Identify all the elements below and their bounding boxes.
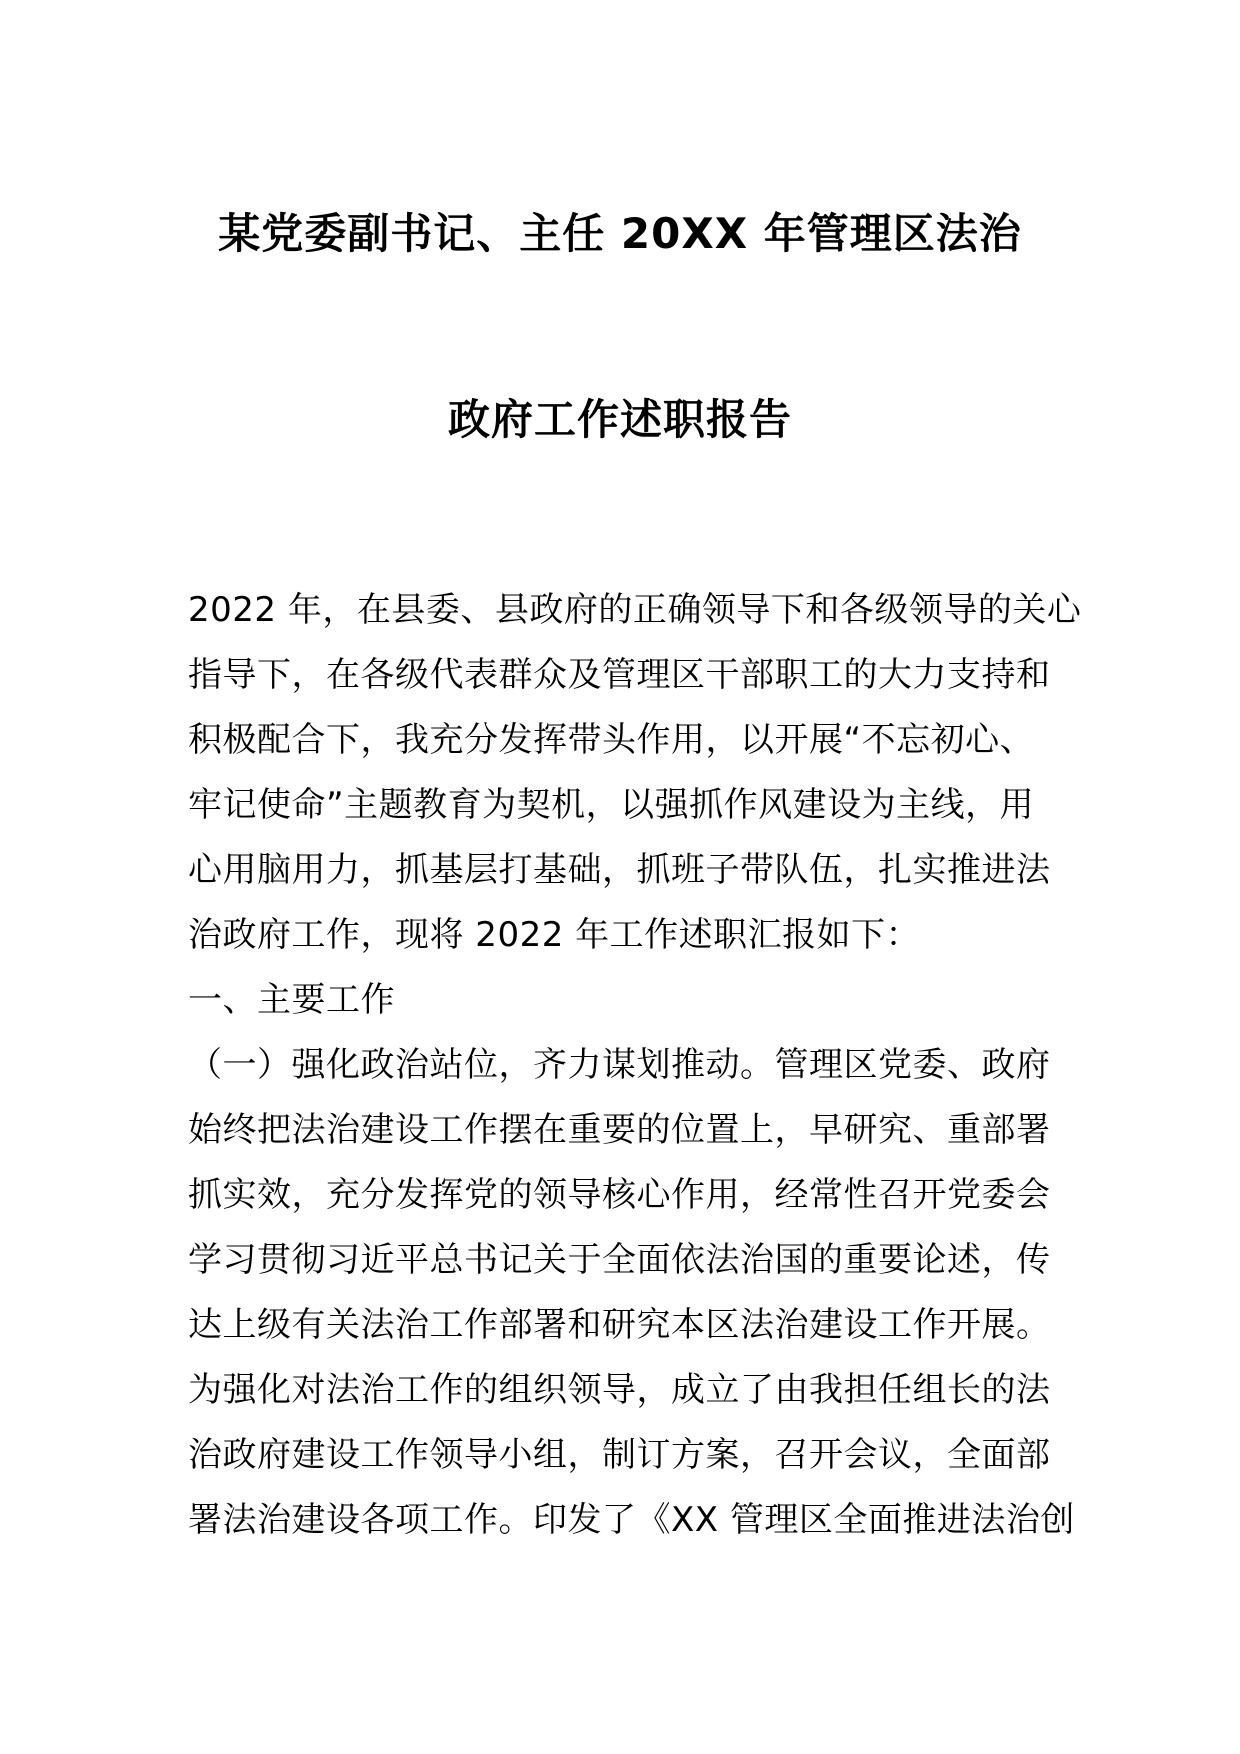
body-line: 治政府建设工作领导小组，制订方案，召开会议，全面部 [188, 1435, 1051, 1475]
body-line: 学习贯彻习近平总书记关于全面依法治国的重要论述，传 [188, 1240, 1051, 1280]
document-title-line-1: 某党委副书记、主任 20XX 年管理区法治 [218, 209, 1022, 258]
body-line: （一）强化政治站位，齐力谋划推动。管理区党委、政府 [188, 1045, 1051, 1085]
document-body [188, 578, 1082, 1553]
body-line: 2022 年，在县委、县政府的正确领导下和各级领导的关心 [188, 590, 1082, 630]
body-line: 始终把法治建设工作摆在重要的位置上，早研究、重部署 [188, 1110, 1051, 1150]
body-line: 治政府工作，现将 2022 年工作述职汇报如下： [188, 915, 921, 955]
body-line: 牢记使命”主题教育为契机，以强抓作风建设为主线，用 [188, 785, 1035, 825]
body-line: 署法治建设各项工作。印发了《XX 管理区全面推进法治创 [188, 1500, 1075, 1540]
body-line: 抓实效，充分发挥党的领导核心作用，经常性召开党委会 [188, 1175, 1051, 1215]
body-line: 达上级有关法治工作部署和研究本区法治建设工作开展。 [188, 1305, 1051, 1345]
document-title-line-2: 政府工作述职报告 [447, 395, 792, 444]
section-heading: 一、主要工作 [188, 980, 395, 1020]
body-line: 指导下，在各级代表群众及管理区干部职工的大力支持和 [188, 655, 1051, 695]
body-line: 积极配合下，我充分发挥带头作用，以开展“不忘初心、 [188, 720, 1035, 760]
body-line: 为强化对法治工作的组织领导，成立了由我担任组长的法 [188, 1370, 1051, 1410]
body-line: 心用脑用力，抓基层打基础，抓班子带队伍，扎实推进法 [188, 850, 1051, 890]
